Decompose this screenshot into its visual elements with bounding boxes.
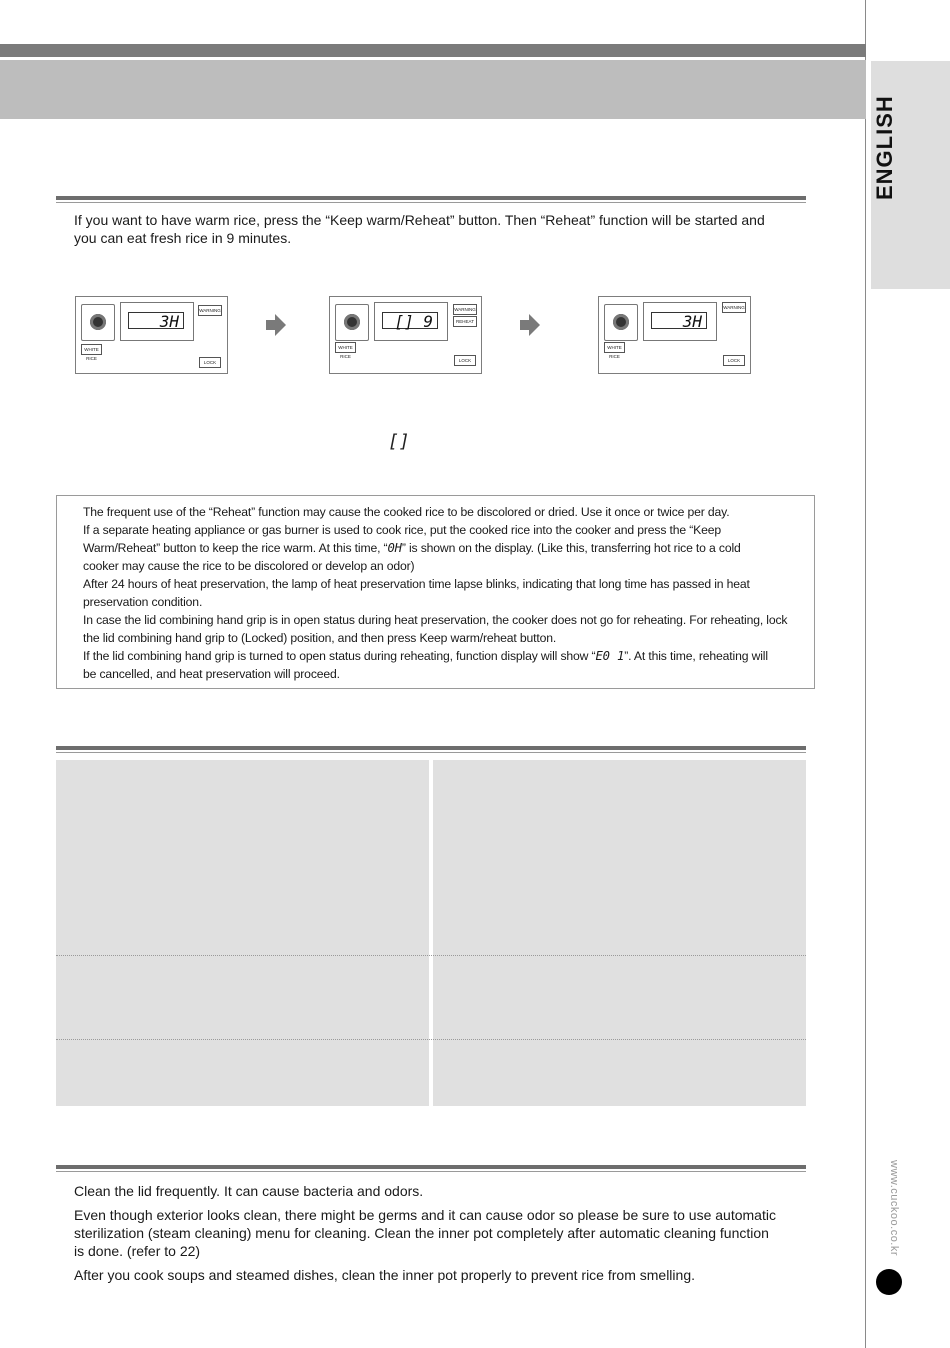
error-code: E0 1 — [595, 649, 625, 663]
note-2-line2 — [83, 539, 809, 557]
note-text: If the lid combining hand grip is turned to open status during reheating, function display will show “ — [83, 649, 596, 663]
reheat-intro-line1: If you want to have warm rice, press the “Keep warm/Reheat” button. Then “Reheat” function will be started and — [74, 212, 765, 228]
language-tab-label — [870, 150, 900, 200]
note-text: Warm/Reheat” button to keep the rice warm. At this time, “ — [83, 541, 388, 555]
section-rule-thin — [56, 1171, 806, 1172]
caution-notes-box — [56, 495, 815, 689]
rice-pot-button — [81, 304, 115, 341]
note-text: ”. At this time, reheating will — [624, 649, 768, 663]
section-rule-table — [56, 746, 806, 750]
white-rice-label: WHITE RICE — [81, 344, 102, 355]
header-band — [0, 60, 866, 119]
table-cell-right — [433, 760, 806, 1106]
section-rule-thin — [56, 202, 806, 203]
display-screen — [374, 302, 448, 341]
note-text: ” is shown on the display. (Like this, transferring hot rice to a cold — [401, 541, 741, 555]
rice-cooker-icon — [613, 314, 629, 330]
control-panel-reheating — [329, 296, 482, 374]
section-rule-cleaning — [56, 1165, 806, 1169]
note-4-line1: In case the lid combining hand grip is in open status during heat preservation, the cooker does not go for reheating. For reheating, lock — [83, 613, 788, 627]
cleaning-tip-2-line3: is done. (refer to 22) — [74, 1243, 201, 1259]
cleaning-tip-1: Clean the lid frequently. It can cause bacteria and odors. — [74, 1183, 424, 1199]
arrow-tail — [520, 320, 529, 330]
note-1: The frequent use of the “Reheat” function may cause the cooked rice to be discolored or dried. Use it once or twice per day. — [83, 505, 730, 519]
note-5-line1 — [83, 647, 809, 665]
lock-label: LOCK — [723, 355, 745, 366]
section-rule-reheat — [56, 196, 806, 200]
note-5-line2: be cancelled, and heat preservation will proceed. — [83, 667, 340, 681]
note-3-line1: After 24 hours of heat preservation, the lamp of heat preservation time lapse blinks, indicating that long time has passed in heat — [83, 577, 750, 591]
display-screen — [120, 302, 194, 341]
cleaning-tip-2-line1: Even though exterior looks clean, there might be germs and it can cause odor so please be sure to use automatic — [74, 1207, 776, 1223]
right-arrow-icon — [529, 314, 540, 336]
rice-pot-button — [335, 304, 369, 341]
control-panel-before — [75, 296, 228, 374]
cleaning-tip-3: After you cook soups and steamed dishes, clean the inner pot properly to prevent rice from smelling. — [74, 1267, 695, 1283]
page-margin-line — [865, 0, 866, 1348]
rice-cooker-icon — [344, 314, 360, 330]
rice-cooker-icon — [90, 314, 106, 330]
right-arrow-icon — [275, 314, 286, 336]
display-readout: [] 9 — [382, 312, 438, 329]
arrow-tail — [266, 320, 275, 330]
white-rice-label: WHITE RICE — [335, 342, 356, 353]
reheat-intro-line2: you can eat fresh rice in 9 minutes. — [74, 230, 292, 246]
note-2-line3: cooker may cause the rice to be discolored or develop an odor) — [83, 559, 415, 573]
header-bar — [0, 44, 866, 57]
cleaning-tip-2-line2: sterilization (steam cleaning) menu for cleaning. Clean the inner pot completely after automatic cleaning function — [74, 1225, 769, 1241]
display-readout: 3H — [128, 312, 184, 329]
lock-label: LOCK — [199, 357, 221, 368]
note-3-line2: preservation condition. — [83, 595, 203, 609]
note-2-line1: If a separate heating appliance or gas burner is used to cook rice, put the cooked rice into the cooker and press the “Keep — [83, 523, 722, 537]
warning-label: WARNING — [722, 302, 746, 313]
rice-pot-button — [604, 304, 638, 341]
display-readout: 3H — [651, 312, 707, 329]
reheat-label: REHEAT — [453, 316, 477, 327]
warning-label: WARNING — [453, 304, 477, 315]
display-code: 0H — [387, 541, 402, 555]
website-url: www.cuckoo.co.kr — [888, 1160, 900, 1257]
note-4-line2: the lid combining hand grip to (Locked) position, and then press Keep warm/reheat button. — [83, 631, 557, 645]
lock-label: LOCK — [454, 355, 476, 366]
table-row-divider — [56, 1039, 806, 1040]
warning-label: WARNING — [198, 305, 222, 316]
white-rice-label: WHITE RICE — [604, 342, 625, 353]
reheat-symbol: [] — [388, 431, 410, 452]
page-marker-dot — [876, 1269, 902, 1295]
table-cell-left — [56, 760, 429, 1106]
display-screen — [643, 302, 717, 341]
control-panel-after — [598, 296, 751, 374]
section-rule-thin — [56, 752, 806, 753]
table-row-divider — [56, 955, 806, 956]
